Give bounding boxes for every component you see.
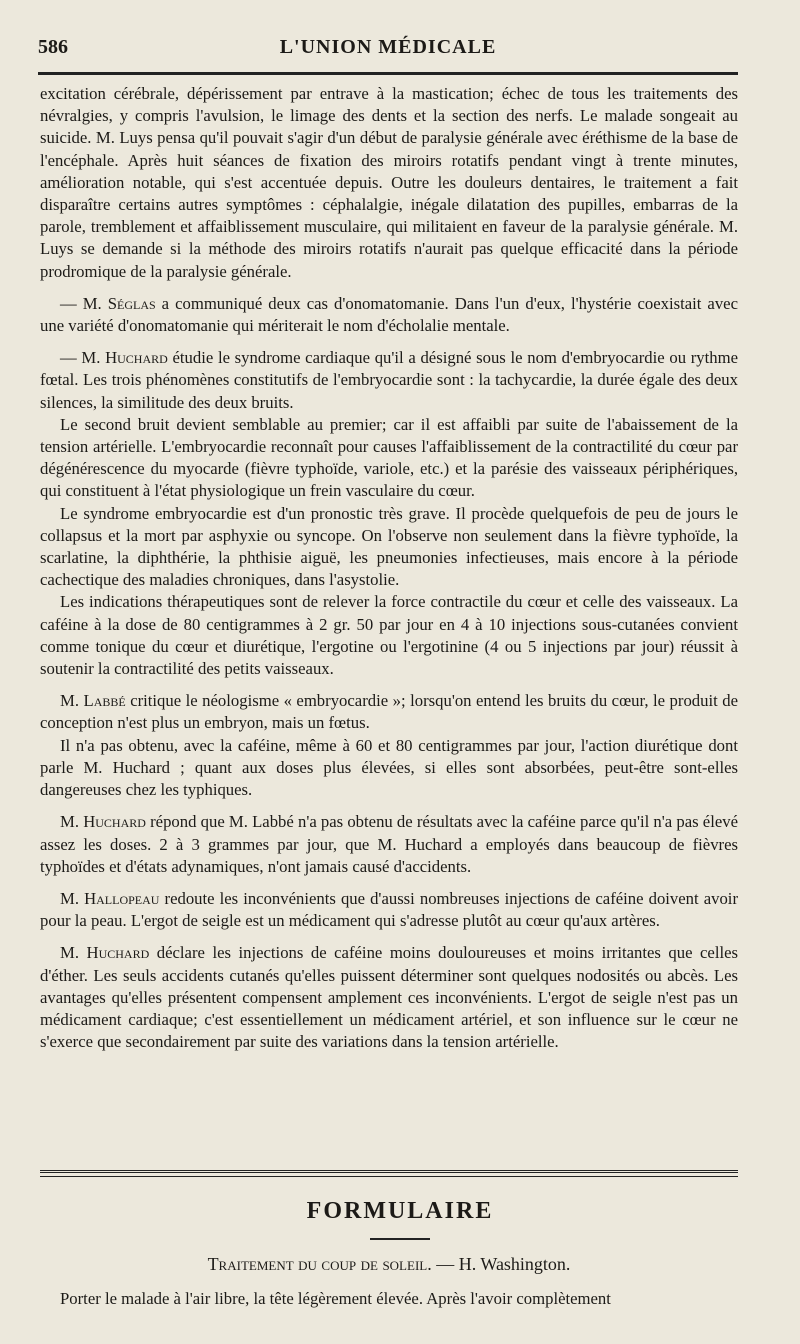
- paragraph: — M. Huchard étudie le syndrome cardiaque qu'il a désigné sous le nom d'embryocardie ou rythme fœtal. Les trois phénomènes constitutifs de l'embryocardie sont : la tachycardie, la durée égale des deux silences, la similitude des deux bruits.: [40, 348, 738, 412]
- page-header: [38, 36, 738, 66]
- speaker-name: — M. Séglas: [60, 293, 156, 313]
- speaker-name: M. Huchard: [60, 812, 146, 832]
- section-divider: [40, 1170, 738, 1177]
- speaker-name: M. Hallopeau: [60, 888, 160, 908]
- section-title: FORMULAIRE: [306, 1198, 494, 1224]
- paragraph: M. Hallopeau redoute les inconvénients que d'aussi nombreuses injections de caféine doivent avoir pour la peau. L'ergot de seigle est un médicament qui s'adresse plutôt au cœur qu'aux artères.: [40, 888, 739, 931]
- paragraph: Porter le malade à l'air libre, la tête légèrement élevée. Après l'avoir complètement: [60, 1289, 611, 1308]
- section-subtitle: Traitement du coup de soleil. — H. Washington.: [207, 1254, 571, 1274]
- article-body: [40, 83, 738, 1053]
- speaker-name: M. Labbé: [60, 691, 126, 711]
- header-rule: [38, 72, 738, 75]
- journal-title: L'UNION MÉDICALE: [279, 36, 497, 58]
- speaker-name: M. Huchard: [60, 943, 150, 963]
- title-underline: [370, 1238, 430, 1240]
- page-number: 586: [38, 36, 68, 58]
- paragraph: M. Labbé critique le néologisme « embryocardie »; lorsqu'on entend les bruits du cœur, le produit de conception n'est plus un embryon, mais un fœtus.: [40, 691, 738, 733]
- paragraph: M. Huchard déclare les injections de caféine moins douloureuses et moins irritantes que celles d'éther. Les seuls accidents cutanés qu'elles puissent déterminer sont quelques nodosités ou abcès. Les avantages qu'elles présentent compensent amplement ces inconvénients. L'ergot de seigle n'est pas un médicament cardiaque; c'est essentiellement un médicament artériel, et son influence sur le cœur ne s'exerce que secondairement par suite des variations dans la tension artérielle.: [40, 943, 738, 1052]
- paragraph: M. Huchard répond que M. Labbé n'a pas obtenu de résultats avec la caféine parce qu'il n'a pas élevé assez les doses. 2 à 3 grammes par jour, que M. Huchard a employés dans beaucoup de fièvres typhoïdes et d'états adynamiques, n'ont jamais causé d'accidents.: [40, 812, 738, 876]
- paragraph: Le second bruit devient semblable au premier; car il est affaibli par suite de l'abaissement de la tension artérielle. L'embryocardie reconnaît pour causes l'affaiblissement de la contractilité du cœur par dégénérescence du myocarde (fièvre typhoïde, variole, etc.) et la parésie des vaisseaux périphériques, qui constituent à l'état physiologique un frein vasculaire du cœur.: [40, 414, 738, 501]
- paragraph: Le syndrome embryocardie est d'un pronostic très grave. Il procède quelquefois de peu de jours le collapsus et la mort par asphyxie ou syncope. On l'observe non seulement dans la fièvre typhoïde, la scarlatine, la diphthérie, la phthisie aiguë, les pneumonies infectieuses, mais encore à la période cachectique des maladies chroniques, dans l'asystolie.: [40, 503, 738, 590]
- paragraph: excitation cérébrale, dépérissement par entrave à la mastication; échec de tous les traitements des névralgies, y compris l'avulsion, le limage des dents et la section des nerfs. Le malade songeait au suicide. M. Luys pensa qu'il pouvait s'agir d'un début de paralysie générale avec éréthisme de la base de l'encéphale. Après huit séances de fixation des miroirs rotatifs pendant vingt à trente minutes, amélioration notable, qui s'est accentuée depuis. Outre les douleurs dentaires, le traitement a fait disparaître certains autres symptômes : céphalalgie, inégale dilatation des pupilles, embarras de la parole, tremblement et affaiblissement musculaire, qui militaient en faveur de la paralysie générale. M. Luys se demande si la méthode des miroirs rotatifs n'aurait pas quelque efficacité dans la période prodromique de la paralysie générale.: [40, 84, 738, 281]
- speaker-name: — M. Huchard: [60, 348, 168, 368]
- paragraph: Les indications thérapeutiques sont de relever la force contractile du cœur et celle des vaisseaux. La caféine à la dose de 80 centigrammes à 2 gr. 50 par jour en 4 à 10 injections sous-cutanées convient comme tonique du cœur et diurétique, l'ergotine ou l'ergotinine (4 ou 5 injections par jour) réussit à soutenir la contractilité des petits vaisseaux.: [40, 592, 738, 679]
- paragraph: — M. Séglas a communiqué deux cas d'onomatomanie. Dans l'un d'eux, l'hystérie coexistait avec une variété d'onomatomanie qui mériterait le nom d'écholalie mentale.: [40, 293, 738, 336]
- paragraph: Il n'a pas obtenu, avec la caféine, même à 60 et 80 centigrammes par jour, l'action diurétique dont parle M. Huchard ; quant aux doses plus élevées, si elles sont absorbées, peut-être sont-elles dangereuses chez les typhiques.: [40, 735, 738, 800]
